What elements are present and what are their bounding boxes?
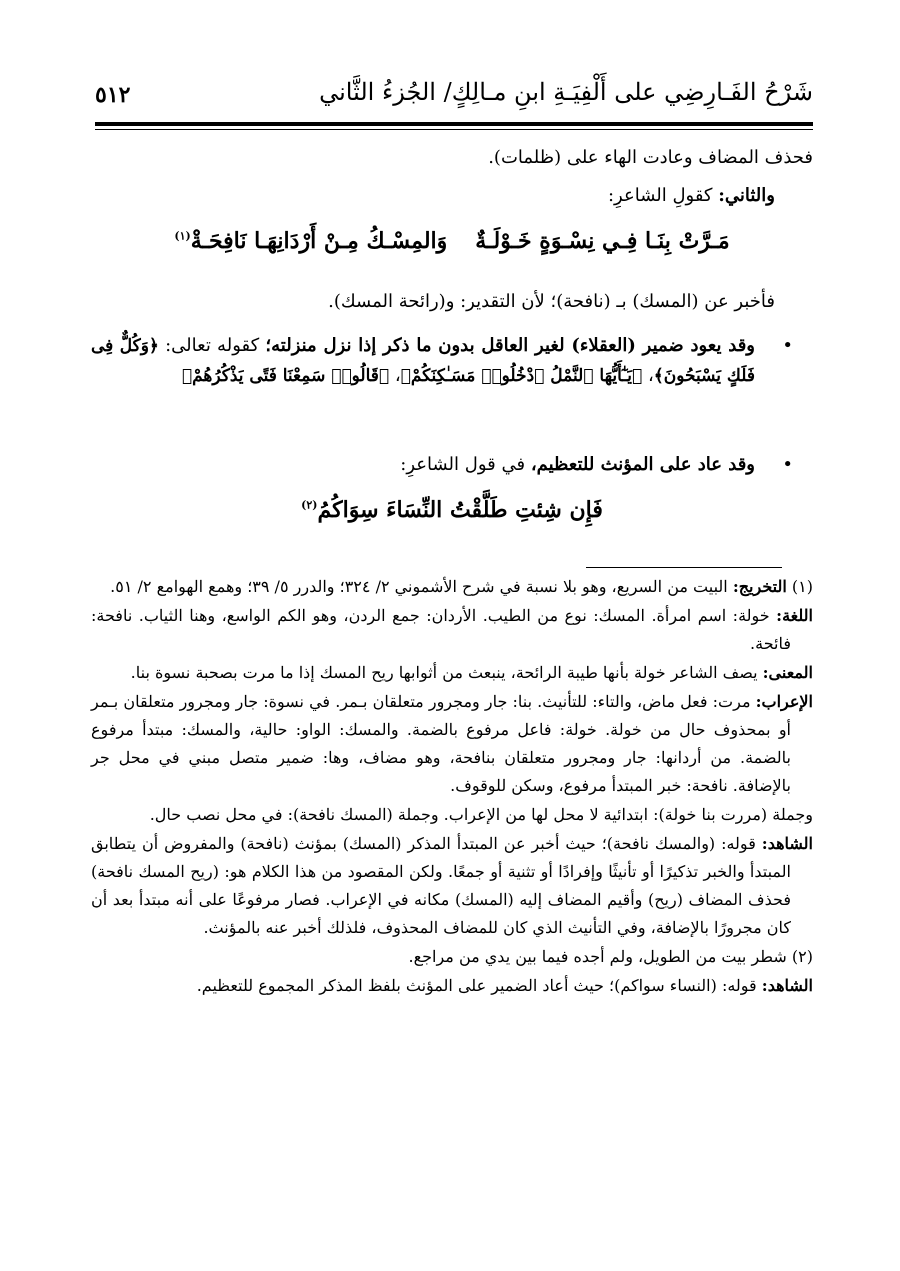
bullet-content (91, 450, 813, 480)
footnote-label: الشاهد: (761, 834, 813, 853)
footnote-label: المعنى: (762, 663, 813, 682)
footnote-label: الإعراب: (755, 692, 813, 711)
verse-2 (91, 497, 813, 523)
footnote-text: البيت من السريع، وهو بلا نسبة في شرح الأشموني ٢/ ٣٢٤؛ والدرر ٥/ ٣٩؛ وهمع الهوامع ٢/ ٥١. (110, 577, 733, 596)
inline-text: كقولِ الشاعرِ: (607, 185, 719, 206)
footnote-mana (91, 659, 813, 687)
footnote-label: التخريج: (732, 577, 787, 596)
footnotes (91, 573, 813, 1001)
footnote-number: (١) (791, 577, 813, 596)
footnote-rule (586, 567, 782, 568)
footnote-lugha (91, 602, 813, 658)
bold-text: وقد عاد على المؤنث للتعظيم، (530, 454, 755, 475)
verse-second-hemistich: وَالمِسْـكُ مِـنْ أَرْدَانِهَـا نَافِحَـةْ (190, 228, 448, 254)
inline-text: في قول الشاعرِ: (400, 454, 531, 475)
footnote-text: قوله: (والمسك نافحة)؛ حيث أخبر عن المبتدأ المذكر (المسك) بمؤنث (نافحة) والمفروض أن يتطابق المبتدأ والخبر تذكيرًا أو تأنيثًا وإفرادًا أو تثنية أو جمعًا. ولكن المقصود من هذا الكلام هو: (ريح المسك نافحة) فحذف المضاف (ريح) وأقيم المضاف إليه (المسك) مكانه في الإعراب. فصار مرفوعًا على أنه مبتدأ بعد أن كان مجرورًا بالإضافة، وفي التأنيث الذي كان للمضاف المحذوف، فلذلك أخبر عنه بالمؤنث. (91, 834, 792, 937)
separator: ، (389, 365, 401, 386)
bullet-content (91, 331, 813, 391)
bold-label: والثاني: (718, 185, 775, 206)
header-rule-thin (95, 129, 813, 130)
footnote-text: شطر بيت من الطويل، ولم أجده فيما بين يدي من مراجع. (408, 947, 792, 966)
body-line: فحذف المضاف وعادت الهاء على (ظلمات). (488, 147, 813, 168)
header-rule-thick (95, 122, 813, 126)
separator: ، (642, 365, 654, 386)
body-paragraph-1 (91, 143, 813, 211)
quran-verse: ﴿يَـٰٓأَيُّهَا ٱلنَّمْلُ ٱدْخُلُوا۟ مَسَـٰكِنَكُمْ﴾ (400, 366, 643, 386)
bullet-icon: • (782, 335, 793, 356)
footnote-shahid-1 (91, 830, 813, 942)
footnote-number: (٢) (791, 947, 813, 966)
footnote-ref-2: (٢) (301, 498, 318, 512)
verse-hemistich: فَإِن شِئتِ طَلَّقْتُ النِّسَاءَ سِوَاكُمُ (317, 497, 603, 523)
running-title: شَرْحُ الفَـارِضِي على أَلْفِيَـةِ ابنِ مـالِكٍ/ الجُزءُ الثَّاني (319, 78, 813, 106)
footnote-label: اللغة: (776, 606, 813, 625)
footnote-irab (91, 688, 813, 800)
footnote-text: مرت: فعل ماض، والتاء: للتأنيث. بنا: جار ومجرور متعلقان بـمر. في نسوة: جار ومجرور متعلقان بـمر أو بمحذوف حال من خولة. خولة: فاعل مرفوع بالضمة. والمسك: الواو: حالية، والمسك: مبتدأ مرفوع بالضمة. من أردانها: جار ومجرور متعلقان بنافحة، وهو مضاف، وها: ضمير متصل مبني في محل جر بالإضافة. نافحة: خبر المبتدأ مرفوع، وسكن للوقوف. (91, 692, 791, 795)
bullet-item-1 (91, 331, 813, 391)
inline-text: كقوله تعالى: (158, 335, 266, 356)
footnote-text: خولة: اسم امرأة. المسك: نوع من الطيب. الأردان: جمع الردن، وهو الكم الواسع، وهنا الثياب. نافحة: فائحة. (91, 606, 791, 653)
bullet-icon: • (782, 454, 793, 475)
body-line (91, 181, 813, 211)
bullet-item-2 (91, 450, 813, 480)
verse-first-hemistich: مَـرَّتْ بِنَـا فِـي نِسْـوَةٍ خَـوْلَـةٌ (475, 228, 730, 254)
footnote-jumla: وجملة (مررت بنا خولة): ابتدائية لا محل لها من الإعراب. وجملة (المسك نافحة): في محل نصب حال. (149, 805, 813, 824)
bold-text: وقد يعود ضمير (العقلاء) لغير العاقل بدون ما ذكر إذا نزل منزلته؛ (265, 335, 755, 356)
footnote-text: قوله: (النساء سواكم)؛ حيث أعاد الضمير على المؤنث بلفظ المذكر المجموع للتعظيم. (196, 976, 762, 995)
footnote-2 (91, 943, 813, 971)
page-header (95, 70, 813, 120)
footnote-ref-1: (١) (174, 229, 191, 243)
footnote-label: الشاهد: (761, 976, 813, 995)
body-line: فأخبر عن (المسك) بـ (نافحة)؛ لأن التقدير: و(رائحة المسك). (328, 291, 775, 312)
body-paragraph-2 (91, 287, 813, 317)
footnote-text: يصف الشاعر خولة بأنها طيبة الرائحة، ينبعث من أثوابها ريح المسك إذا ما مرت بصحبة نسوة بنا. (130, 663, 763, 682)
page-number: ٥١٢ (95, 82, 131, 108)
footnote-shahid-2 (91, 972, 813, 1000)
quran-verse: ﴿وَكُلٌّ فِى فَلَكٍ يَسْبَحُونَ﴾ (91, 336, 755, 386)
verse-1 (91, 228, 813, 254)
footnote-1 (91, 573, 813, 601)
quran-verse: ﴿قَالُوا۟ سَمِعْنَا فَتًى يَذْكُرُهُمْ﴾ (181, 366, 390, 386)
